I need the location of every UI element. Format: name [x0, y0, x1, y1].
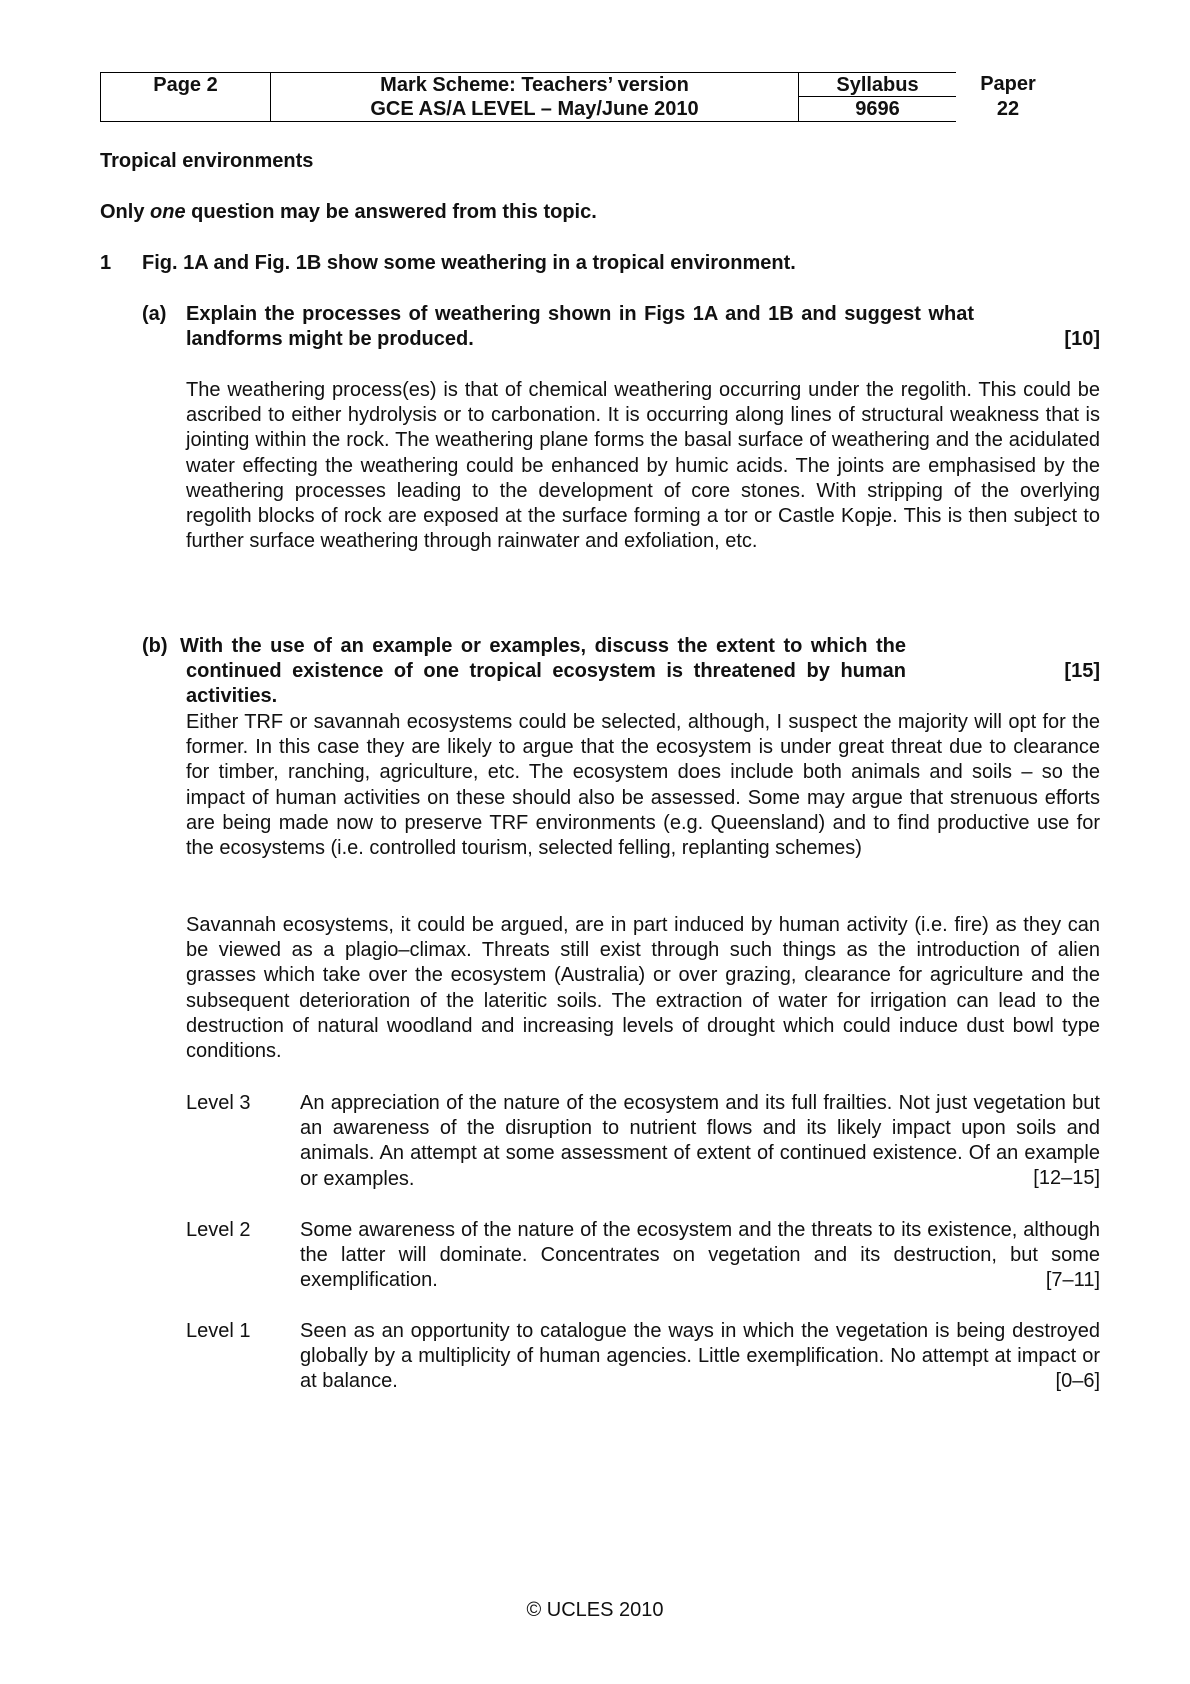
question-text: Fig. 1A and Fig. 1B show some weathering in a tropical environment. [142, 252, 796, 274]
instruction-after: question may be answered from this topic. [185, 201, 597, 223]
header-syllabus-code: 9696 [799, 97, 956, 122]
header-row-2 [100, 97, 1060, 122]
level-3-text: An appreciation of the nature of the ecosystem and its full frailties. Not just vegetation but an awareness of the disruption to nutrient flows and its likely impact upon soils and animals. An attempt at some assessment of extent of continued existence. Of an example or examples. [300, 1092, 1100, 1190]
level-2-marks: [7–11] [1045, 1269, 1100, 1291]
header-paper: Paper [980, 73, 1036, 95]
part-b-label: (b) [142, 635, 168, 657]
instruction-before: Only [100, 201, 151, 223]
header-page: Page 2 [100, 72, 271, 97]
header-syllabus: Syllabus [799, 72, 956, 97]
level-2-text: Some awareness of the nature of the ecosystem and the threats to its existence, although the latter will dominate. Concentrates on vegetation and its destruction, but some exemplification. [300, 1219, 1100, 1292]
part-b-question: With the use of an example or examples, discuss the extent to which the continued existence of one tropical ecosystem is threatened by human activities. [180, 635, 906, 708]
part-a-answer: The weathering process(es) is that of chemical weathering occurring under the regolith. This could be ascribed to either hydrolysis or to carbonation. It is occurring along lines of structural weakness that is jointing within the rock. The weathering plane forms the basal surface of weathering and the acidulated water effecting the weathering could be enhanced by humic acids. The joints are emphasised by the weathering processes leading to the development of core stones. With stripping of the overlying regolith blocks of rock are exposed at the surface forming a tor or Castle Kopje. This is then subject to further surface weathering through rainwater and exfoliation, etc. [186, 379, 1100, 553]
level-1-marks: [0–6] [1055, 1370, 1100, 1392]
question-number: 1 [100, 252, 112, 274]
part-b-answer-2: Savannah ecosystems, it could be argued, are in part induced by human activity (i.e. fire) as they can be viewed as a plagio–climax. Threats still exist through such things as the introduction of alien grasses which take over the ecosystem (Australia) or over grazing, clearance for agriculture and the subsequent deterioration of the lateritic soils. The extraction of water for irrigation can lead to the destruction of natural woodland and increasing levels of drought which could induce dust bowl type conditions. [186, 914, 1100, 1063]
header-table [100, 72, 1060, 122]
level-1-name: Level 1 [186, 1320, 251, 1342]
level-2-name: Level 2 [186, 1219, 251, 1241]
section-title: Tropical environments [100, 150, 314, 172]
part-a-question: Explain the processes of weathering shown in Figs 1A and 1B and suggest what landforms might be produced. [186, 303, 974, 351]
level-3-marks: [12–15] [1033, 1167, 1100, 1189]
header-exam: GCE AS/A LEVEL – May/June 2010 [271, 97, 799, 122]
footer-copyright: © UCLES 2010 [526, 1599, 664, 1621]
instruction [100, 200, 597, 225]
instruction-emphasis: one [150, 201, 186, 223]
part-a-marks: [10] [1064, 328, 1100, 350]
header-row-1 [100, 72, 1060, 97]
header-blank [100, 97, 271, 122]
level-1-text: Seen as an opportunity to catalogue the ways in which the vegetation is being destroyed globally by a multiplicity of human agencies. Little exemplification. No attempt at impact or at balance. [300, 1320, 1100, 1393]
part-b-answer-1: Either TRF or savannah ecosystems could be selected, although, I suspect the majority will opt for the former. In this case they are likely to argue that the ecosystem is under great threat due to clearance for timber, ranching, agriculture, etc. The ecosystem does include both animals and soils – so the impact of human activities on these should also be assessed. Some may argue that strenuous efforts are being made now to preserve TRF environments (e.g. Queensland) and to find productive use for the ecosystems (i.e. controlled tourism, selected felling, replanting schemes) [186, 711, 1100, 860]
level-3-name: Level 3 [186, 1092, 251, 1114]
part-b-marks: [15] [1064, 660, 1100, 682]
part-a-label: (a) [142, 303, 167, 325]
header-mark-scheme: Mark Scheme: Teachers’ version [271, 72, 799, 97]
header-paper-number: 22 [996, 98, 1020, 120]
